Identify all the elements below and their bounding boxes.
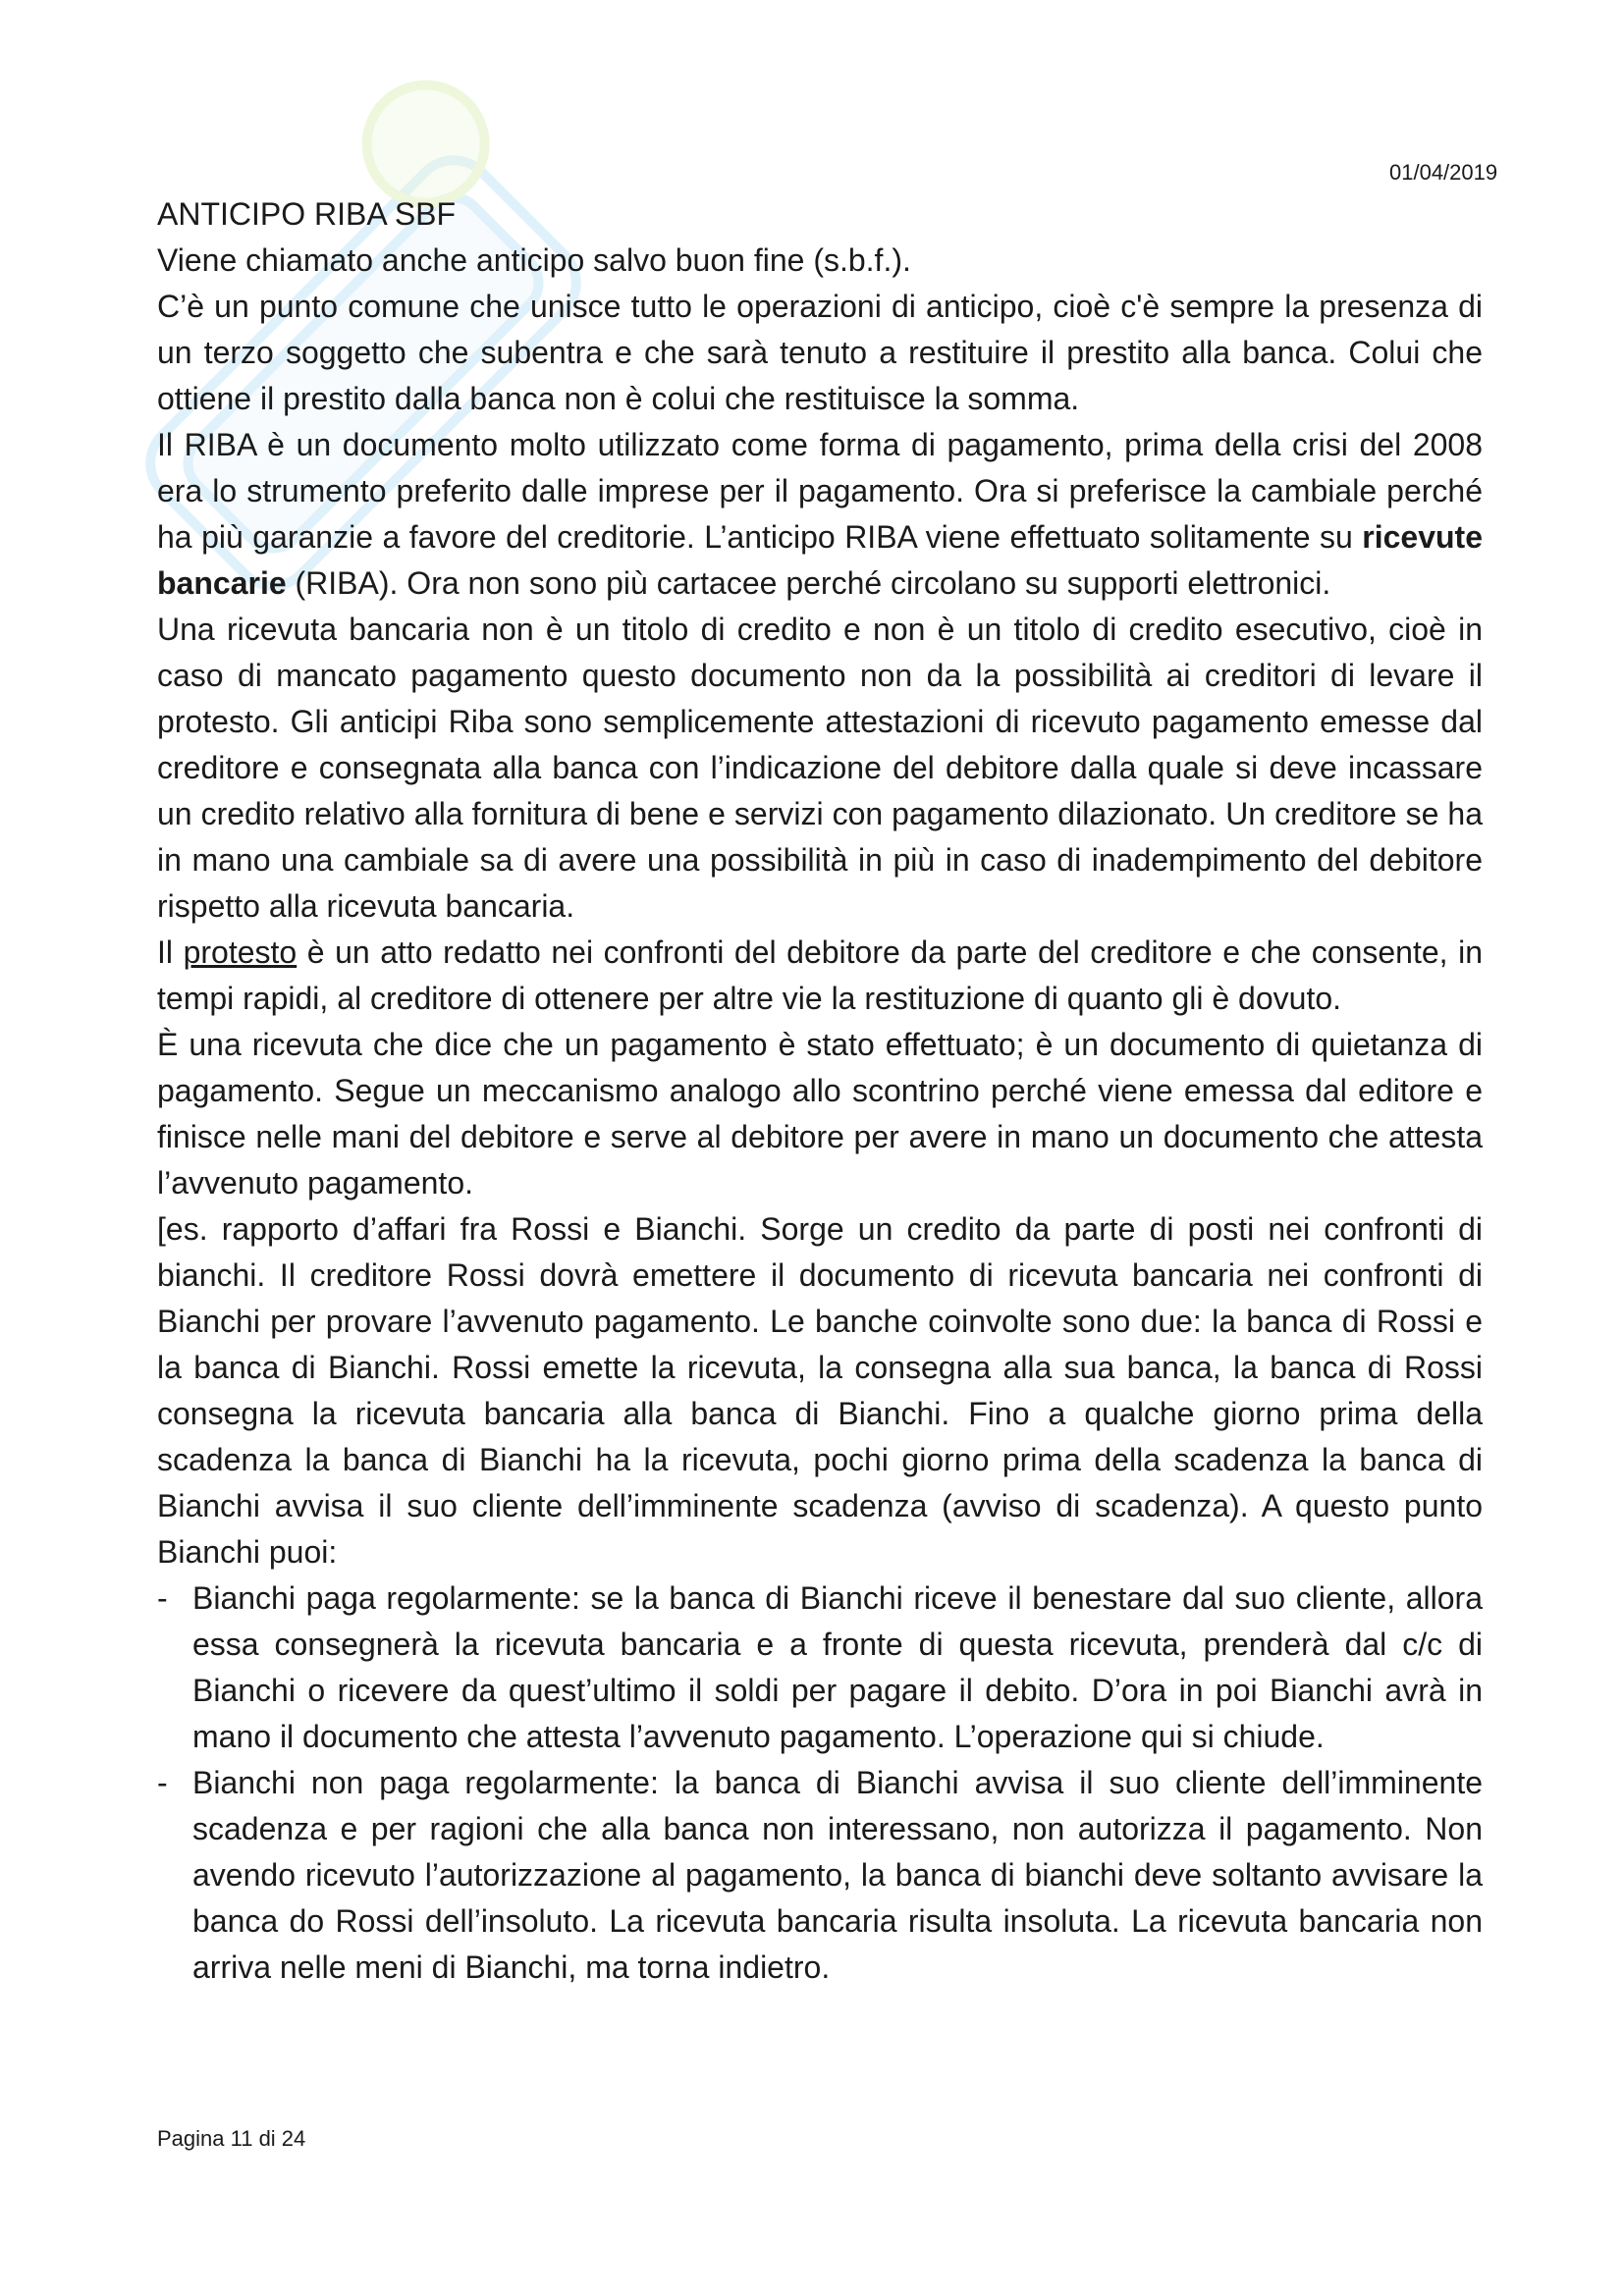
list-item-text: Bianchi non paga regolarmente: la banca di Bianchi avvisa il suo cliente dell’imminente scadenza e per ragioni che alla banca non interessano, non autorizza il pagamento. Non avendo ricevuto l’autorizzazione al pagamento, la banca di bianchi deve soltanto avvisare la banca do Rossi dell’insoluto. La ricevuta bancaria risulta insoluta. La ricevuta bancaria non arriva nelle meni di Bianchi, ma torna indietro. <box>192 1765 1483 1985</box>
document-body <box>157 191 1483 1991</box>
list-item-text: Bianchi paga regolarmente: se la banca di Bianchi riceve il benestare dal suo cliente, allora essa consegnerà la ricevuta bancaria e a fronte di questa ricevuta, prenderà dal c/c di Bianchi o ricevere da quest’ultimo il soldi per pagare il debito. D’ora in poi Bianchi avrà in mano il documento che attesta l’avvenuto pagamento. L’operazione qui si chiude. <box>192 1580 1483 1754</box>
paragraph-4-text-end: è un atto redatto nei confronti del debitore da parte del creditore e che consente, in tempi rapidi, al creditore di ottenere per altre vie la restituzione di quanto gli è dovuto. <box>157 934 1484 1016</box>
paragraph-1: C’è un punto comune che unisce tutto le operazioni di anticipo, cioè c'è sempre la presenza di un terzo soggetto che subentra e che sarà tenuto a restituire il prestito alla banca. Colui che ottiene il prestito dalla banca non è colui che restituisce la somma. <box>157 289 1483 416</box>
paragraph-2-text: Il RIBA è un documento molto utilizzato come forma di pagamento, prima della crisi del 2008 era lo strumento preferito dalle imprese per il pagamento. Ora si preferisce la cambiale perché ha più garanzie a favore del creditorie. L’anticipo RIBA viene effettuato solitamente su <box>157 427 1483 555</box>
paragraph-5: È una ricevuta che dice che un pagamento è stato effettuato; è un documento di quietanza di pagamento. Segue un meccanismo analogo allo scontrino perché viene emessa dal editore e finisce nelle mani del debitore e serve al debitore per avere in mano un documento che attesta l’avvenuto pagamento. <box>157 1027 1483 1201</box>
paragraph-2 <box>157 422 1483 607</box>
paragraph-2-text-end: (RIBA). Ora non sono più cartacee perché circolano su supporti elettronici. <box>286 565 1331 601</box>
scenario-list <box>157 1575 1483 1991</box>
page-number: Pagina 11 di 24 <box>157 2126 306 2151</box>
bold-term-ricevute-bancarie: ricevute bancarie <box>157 519 1483 601</box>
list-item <box>157 1575 1483 1760</box>
list-item <box>157 1760 1483 1991</box>
document-subtitle: Viene chiamato anche anticipo salvo buon fine (s.b.f.). <box>157 242 911 278</box>
page-date: 01/04/2019 <box>1389 160 1498 185</box>
dash-bullet: - <box>157 1765 168 1800</box>
paragraph-4 <box>157 930 1483 1022</box>
paragraph-3: Una ricevuta bancaria non è un titolo di credito e non è un titolo di credito esecutivo, cioè in caso di mancato pagamento questo documento non da la possibilità ai creditori di levare il protesto. Gli anticipi Riba sono semplicemente attestazioni di ricevuto pagamento emesse dal creditore e consegnata alla banca con l’indicazione del debitore dalla quale si deve incassare un credito relativo alla fornitura di bene e servizi con pagamento dilazionato. Un creditore se ha in mano una cambiale sa di avere una possibilità in più in caso di inadempimento del debitore rispetto alla ricevuta bancaria. <box>157 612 1483 924</box>
underlined-term-protesto: protesto <box>183 934 298 970</box>
dash-bullet: - <box>157 1580 168 1616</box>
paragraph-6: [es. rapporto d’affari fra Rossi e Bianchi. Sorge un credito da parte di posti nei confronti di bianchi. Il creditore Rossi dovrà emettere il documento di ricevuta bancaria nei confronti di Bianchi per provare l’avvenuto pagamento. Le banche coinvolte sono due: la banca di Rossi e la banca di Bianchi. Rossi emette la ricevuta, la consegna alla sua banca, la banca di Rossi consegna la ricevuta bancaria alla banca di Bianchi. Fino a qualche giorno prima della scadenza la banca di Bianchi ha la ricevuta, pochi giorno prima della scadenza la banca di Bianchi avvisa il suo cliente dell’imminente scadenza (avviso di scadenza). A questo punto Bianchi puoi: <box>157 1211 1483 1570</box>
paragraph-4-text: Il <box>157 934 184 970</box>
document-title: ANTICIPO RIBA SBF <box>157 196 457 232</box>
